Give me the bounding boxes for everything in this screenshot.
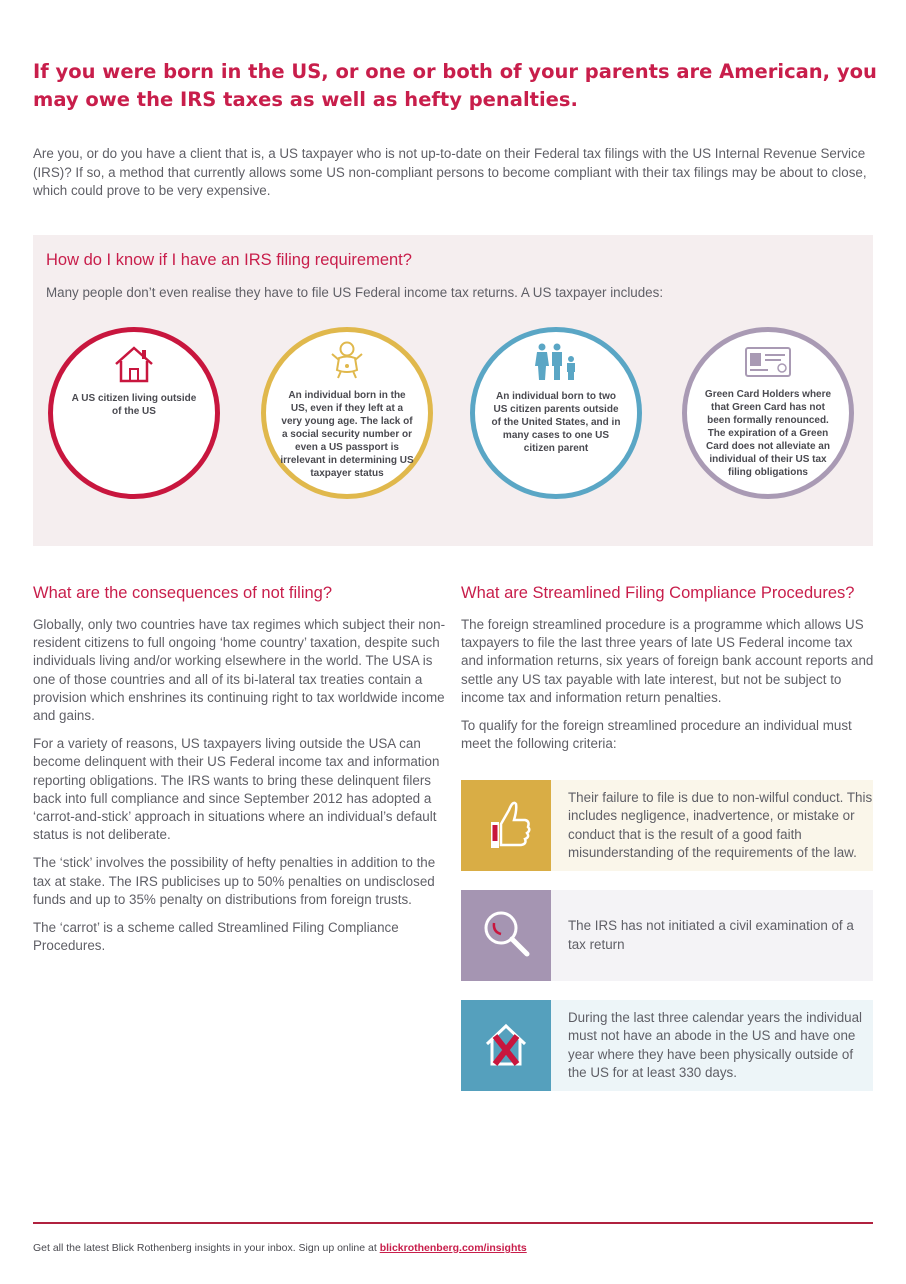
house-crossed-icon: [461, 1000, 551, 1091]
panel-title: How do I know if I have an IRS filing requirement?: [46, 251, 412, 269]
consequences-text: [33, 616, 448, 965]
circle-citizen-parents: [470, 327, 642, 499]
circle-text: A US citizen living outside of the US: [71, 393, 197, 417]
criterion-text: During the last three calendar years the individual must not have an abode in the US and have one year where they have been physically outside of the US for at least 330 days.: [551, 1000, 873, 1091]
criterion-non-wilful: [461, 780, 873, 871]
circle-text: An individual born in the US, even if they left at a very young age. The lack of a social security number or even a US passport is irrelevant in determining US taxpayer status: [280, 390, 414, 479]
footer: [33, 1242, 527, 1254]
thumbs-up-icon: [461, 780, 551, 871]
criterion-text: Their failure to file is due to non-wilful conduct. This includes negligence, inadvertence, or mistake or conduct that is the result of a good faith misunderstanding of the requirements of the law.: [551, 780, 873, 871]
paragraph: To qualify for the foreign streamlined procedure an individual must meet the following criteria:: [461, 718, 852, 752]
circle-green-card: [682, 327, 854, 499]
circle-text: An individual born to two US citizen parents outside of the United States, and in many cases to one US citizen parent: [491, 391, 621, 454]
magnifier-icon: [461, 890, 551, 981]
panel-subtitle: Many people don’t even realise they have to file US Federal income tax returns. A US taxpayer includes:: [46, 285, 664, 300]
criterion-no-examination: [461, 890, 873, 981]
baby-icon: [330, 340, 364, 385]
circle-born-in-us: [261, 327, 433, 499]
circle-text: Green Card Holders where that Green Card has not been formally renounced. The expiration of a Green Card does not alleviate an individual of their US tax filing obligations: [704, 389, 832, 478]
intro-paragraph: Are you, or do you have a client that is, a US taxpayer who is not up-to-date on their Federal tax filings with the US Internal Revenue Service (IRS)? If so, a method that currently allows some US non-compliant persons to become compliant with their tax filings may be about to close, which could prove to be very expensive.: [33, 146, 867, 198]
paragraph: For a variety of reasons, US taxpayers living outside the USA can become delinquent with their US Federal income tax and information reporting obligations. The IRS wants to bring these delinquent filers back into full compliance and since September 2012 has adopted a ‘carrot-and-stick’ approach in situations where an individual’s default status is not deliberate.: [33, 736, 440, 843]
headline: If you were born in the US, or one or both of your parents are American, you may owe the IRS taxes as well as hefty penalties.: [33, 60, 877, 111]
paragraph: The ‘stick’ involves the possibility of hefty penalties in addition to the tax at stake. The IRS publicises up to 50% penalties on undisclosed funds and up to 35% penalty on distributions from foreign trusts.: [33, 855, 436, 907]
criterion-icon-box: [461, 780, 551, 871]
paragraph: The foreign streamlined procedure is a programme which allows US taxpayers to file the last three years of late US Federal income tax and information returns, six years of foreign bank account reports and settle any US tax payable with late interest, but not be subject to income tax and information return penalties.: [461, 617, 874, 705]
paragraph: The ‘carrot’ is a scheme called Streamlined Filing Compliance Procedures.: [33, 920, 399, 954]
criterion-icon-box: [461, 1000, 551, 1091]
criterion-text: The IRS has not initiated a civil examination of a tax return: [551, 890, 873, 981]
criterion-no-us-abode: [461, 1000, 873, 1091]
criterion-icon-box: [461, 890, 551, 981]
filing-requirement-panel: [33, 235, 873, 546]
footer-divider: [33, 1222, 873, 1224]
circle-us-citizen: [48, 327, 220, 499]
consequences-title: What are the consequences of not filing?: [33, 584, 333, 602]
id-card-icon: [744, 346, 792, 383]
paragraph: Globally, only two countries have tax regimes which subject their non-resident citizens to full ongoing ‘home country’ taxation, despite such individuals living and/or working elsewhere in the world. The USA is one of those countries and all of its bi-lateral tax treaties contain a provision which enshrines its continuing right to tax worldwide income and gains.: [33, 617, 446, 724]
house-icon: [113, 344, 155, 389]
streamlined-text: [461, 616, 874, 763]
footer-text: Get all the latest Blick Rothenberg insights in your inbox. Sign up online at: [33, 1242, 380, 1254]
insights-link[interactable]: blickrothenberg.com/insights: [379, 1242, 527, 1254]
streamlined-title: What are Streamlined Filing Compliance Procedures?: [461, 584, 855, 602]
family-icon: [533, 342, 579, 387]
